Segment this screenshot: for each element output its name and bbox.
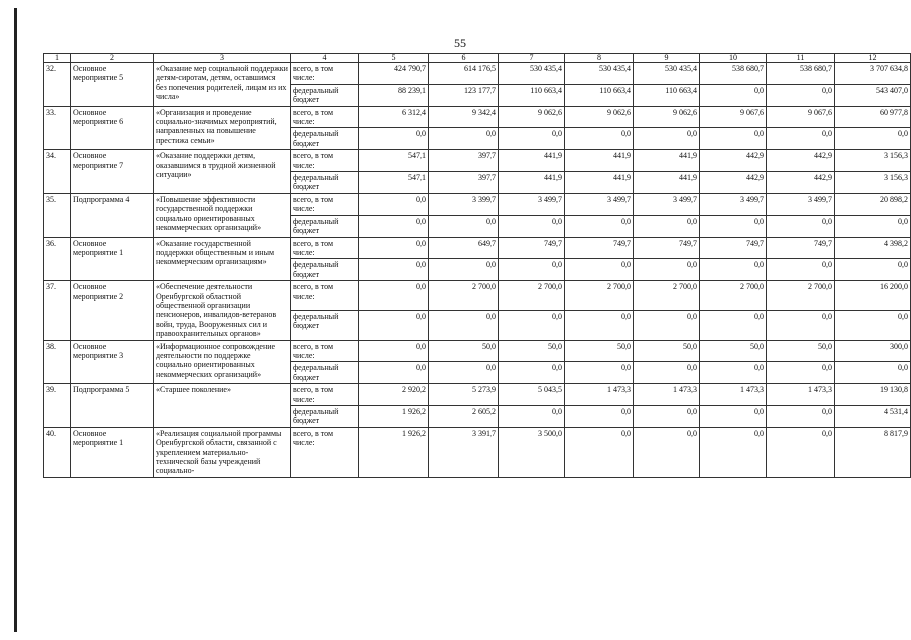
- funding-source-label: всего, в том числе:: [291, 150, 359, 172]
- amount-cell: 442,9: [700, 150, 767, 172]
- column-number: 2: [71, 54, 154, 63]
- column-number: 4: [291, 54, 359, 63]
- amount-cell: 538 680,7: [767, 63, 835, 85]
- amount-cell: 50,0: [700, 340, 767, 362]
- amount-cell: 0,0: [767, 128, 835, 150]
- amount-cell: 749,7: [767, 237, 835, 259]
- amount-cell: 1 473,3: [767, 384, 835, 406]
- amount-cell: 9 062,6: [499, 106, 565, 128]
- amount-cell: 614 176,5: [429, 63, 499, 85]
- funding-source-label: всего, в том числе:: [291, 281, 359, 311]
- funding-source-label: всего, в том числе:: [291, 340, 359, 362]
- amount-cell: 6 312,4: [359, 106, 429, 128]
- row-description: «Организация и проведение социально-значимых мероприятий, направленных на повышение престижа семьи»: [154, 106, 291, 150]
- amount-cell: 110 663,4: [565, 84, 634, 106]
- row-number: 36.: [44, 237, 71, 281]
- amount-cell: 60 977,8: [835, 106, 911, 128]
- amount-cell: 749,7: [565, 237, 634, 259]
- table-row: [44, 63, 911, 85]
- amount-cell: 0,0: [767, 406, 835, 428]
- row-description: «Старшее поколение»: [154, 384, 291, 428]
- amount-cell: 0,0: [565, 310, 634, 340]
- row-description: «Оказание поддержки детям, оказавшимся в трудной жизненной ситуации»: [154, 150, 291, 194]
- amount-cell: 50,0: [634, 340, 700, 362]
- amount-cell: 2 605,2: [429, 406, 499, 428]
- amount-cell: 0,0: [700, 310, 767, 340]
- row-program-name: Основное мероприятие 1: [71, 427, 154, 477]
- amount-cell: 0,0: [359, 310, 429, 340]
- row-program-name: Основное мероприятие 3: [71, 340, 154, 384]
- amount-cell: 538 680,7: [700, 63, 767, 85]
- amount-cell: 0,0: [767, 215, 835, 237]
- amount-cell: 0,0: [429, 310, 499, 340]
- amount-cell: 0,0: [767, 362, 835, 384]
- amount-cell: 0,0: [767, 84, 835, 106]
- amount-cell: 0,0: [565, 362, 634, 384]
- amount-cell: 9 342,4: [429, 106, 499, 128]
- amount-cell: 0,0: [767, 310, 835, 340]
- amount-cell: 441,9: [634, 172, 700, 194]
- amount-cell: 50,0: [429, 340, 499, 362]
- column-number: 12: [835, 54, 911, 63]
- amount-cell: 397,7: [429, 150, 499, 172]
- amount-cell: 0,0: [359, 128, 429, 150]
- amount-cell: 0,0: [429, 259, 499, 281]
- amount-cell: 300,0: [835, 340, 911, 362]
- amount-cell: 0,0: [565, 128, 634, 150]
- row-number: 35.: [44, 193, 71, 237]
- amount-cell: 0,0: [700, 427, 767, 477]
- amount-cell: 0,0: [700, 128, 767, 150]
- amount-cell: 3 499,7: [634, 193, 700, 215]
- amount-cell: 0,0: [359, 259, 429, 281]
- amount-cell: 530 435,4: [565, 63, 634, 85]
- amount-cell: 9 062,6: [634, 106, 700, 128]
- amount-cell: 4 398,2: [835, 237, 911, 259]
- scan-edge-bar: [14, 8, 17, 632]
- row-number: 32.: [44, 63, 71, 107]
- amount-cell: 0,0: [835, 362, 911, 384]
- amount-cell: 5 273,9: [429, 384, 499, 406]
- amount-cell: 3 499,7: [499, 193, 565, 215]
- amount-cell: 1 473,3: [700, 384, 767, 406]
- row-program-name: Основное мероприятие 5: [71, 63, 154, 107]
- table-row: [44, 106, 911, 128]
- amount-cell: 110 663,4: [634, 84, 700, 106]
- funding-source-label: федеральный бюджет: [291, 128, 359, 150]
- amount-cell: 442,9: [767, 172, 835, 194]
- funding-source-label: всего, в том числе:: [291, 63, 359, 85]
- amount-cell: 0,0: [565, 215, 634, 237]
- row-number: 38.: [44, 340, 71, 384]
- amount-cell: 3 499,7: [767, 193, 835, 215]
- amount-cell: 0,0: [700, 362, 767, 384]
- amount-cell: 441,9: [565, 150, 634, 172]
- row-program-name: Подпрограмма 5: [71, 384, 154, 428]
- amount-cell: 2 700,0: [499, 281, 565, 311]
- amount-cell: 8 817,9: [835, 427, 911, 477]
- funding-source-label: федеральный бюджет: [291, 362, 359, 384]
- amount-cell: 0,0: [634, 128, 700, 150]
- amount-cell: 0,0: [565, 406, 634, 428]
- amount-cell: 0,0: [359, 193, 429, 215]
- page-number: 55: [454, 36, 466, 50]
- amount-cell: 2 700,0: [767, 281, 835, 311]
- column-number: 7: [499, 54, 565, 63]
- amount-cell: 50,0: [499, 340, 565, 362]
- column-number: 3: [154, 54, 291, 63]
- amount-cell: 442,9: [700, 172, 767, 194]
- amount-cell: 0,0: [835, 310, 911, 340]
- amount-cell: 3 499,7: [700, 193, 767, 215]
- funding-source-label: федеральный бюджет: [291, 259, 359, 281]
- amount-cell: 0,0: [634, 310, 700, 340]
- amount-cell: 441,9: [499, 172, 565, 194]
- table-row: [44, 427, 911, 477]
- amount-cell: 0,0: [634, 215, 700, 237]
- budget-table-container: [43, 53, 908, 478]
- amount-cell: 2 700,0: [634, 281, 700, 311]
- amount-cell: 0,0: [499, 310, 565, 340]
- amount-cell: 0,0: [634, 427, 700, 477]
- amount-cell: 3 156,3: [835, 150, 911, 172]
- amount-cell: 0,0: [359, 362, 429, 384]
- funding-source-label: федеральный бюджет: [291, 310, 359, 340]
- amount-cell: 0,0: [700, 84, 767, 106]
- amount-cell: 530 435,4: [499, 63, 565, 85]
- amount-cell: 2 700,0: [565, 281, 634, 311]
- amount-cell: 0,0: [565, 259, 634, 281]
- amount-cell: 0,0: [700, 215, 767, 237]
- amount-cell: 3 399,7: [429, 193, 499, 215]
- funding-source-label: федеральный бюджет: [291, 172, 359, 194]
- funding-source-label: всего, в том числе:: [291, 384, 359, 406]
- funding-source-label: всего, в том числе:: [291, 193, 359, 215]
- amount-cell: 1 926,2: [359, 406, 429, 428]
- table-row: [44, 237, 911, 259]
- amount-cell: 530 435,4: [634, 63, 700, 85]
- column-number: 5: [359, 54, 429, 63]
- amount-cell: 50,0: [565, 340, 634, 362]
- table-row: [44, 384, 911, 406]
- amount-cell: 88 239,1: [359, 84, 429, 106]
- amount-cell: 442,9: [767, 150, 835, 172]
- funding-source-label: всего, в том числе:: [291, 237, 359, 259]
- amount-cell: 0,0: [700, 406, 767, 428]
- amount-cell: 0,0: [767, 259, 835, 281]
- amount-cell: 749,7: [700, 237, 767, 259]
- row-description: «Информационное сопровождение деятельности по поддержке социально ориентированных некоммерческих организаций»: [154, 340, 291, 384]
- row-description: «Оказание мер социальной поддержки детям-сиротам, детям, оставшимся без попечения родителей, лицам из их числа»: [154, 63, 291, 107]
- amount-cell: 649,7: [429, 237, 499, 259]
- amount-cell: 0,0: [359, 237, 429, 259]
- amount-cell: 2 700,0: [429, 281, 499, 311]
- funding-source-label: федеральный бюджет: [291, 215, 359, 237]
- funding-source-label: федеральный бюджет: [291, 84, 359, 106]
- amount-cell: 0,0: [499, 215, 565, 237]
- amount-cell: 543 407,0: [835, 84, 911, 106]
- amount-cell: 3 500,0: [499, 427, 565, 477]
- amount-cell: 50,0: [767, 340, 835, 362]
- amount-cell: 3 499,7: [565, 193, 634, 215]
- amount-cell: 547,1: [359, 150, 429, 172]
- amount-cell: 397,7: [429, 172, 499, 194]
- amount-cell: 19 130,8: [835, 384, 911, 406]
- column-number-header: [44, 54, 911, 63]
- amount-cell: 441,9: [565, 172, 634, 194]
- amount-cell: 0,0: [359, 215, 429, 237]
- amount-cell: 3 707 634,8: [835, 63, 911, 85]
- amount-cell: 9 062,6: [565, 106, 634, 128]
- table-row: [44, 281, 911, 311]
- row-description: «Оказание государственной поддержки общественным и иным некоммерческим организациям»: [154, 237, 291, 281]
- amount-cell: 9 067,6: [700, 106, 767, 128]
- amount-cell: 0,0: [835, 259, 911, 281]
- amount-cell: 0,0: [499, 362, 565, 384]
- amount-cell: 0,0: [499, 406, 565, 428]
- column-number: 9: [634, 54, 700, 63]
- amount-cell: 2 700,0: [700, 281, 767, 311]
- row-number: 40.: [44, 427, 71, 477]
- amount-cell: 0,0: [429, 128, 499, 150]
- row-program-name: Основное мероприятие 6: [71, 106, 154, 150]
- column-number: 6: [429, 54, 499, 63]
- amount-cell: 0,0: [429, 362, 499, 384]
- row-description: «Обеспечение деятельности Оренбургской областной общественной организации пенсионеров, инвалидов-ветеранов войн, труда, Вооруженных сил и правоохранительных органов»: [154, 281, 291, 340]
- amount-cell: 0,0: [499, 259, 565, 281]
- amount-cell: 1 473,3: [634, 384, 700, 406]
- row-program-name: Основное мероприятие 2: [71, 281, 154, 340]
- column-number: 10: [700, 54, 767, 63]
- row-description: «Реализация социальной программы Оренбургской области, связанной с укреплением материально-технической базы учреждений социально-: [154, 427, 291, 477]
- amount-cell: 9 067,6: [767, 106, 835, 128]
- amount-cell: 0,0: [634, 259, 700, 281]
- amount-cell: 547,1: [359, 172, 429, 194]
- amount-cell: 0,0: [565, 427, 634, 477]
- amount-cell: 0,0: [835, 128, 911, 150]
- budget-table: [43, 53, 911, 478]
- amount-cell: 0,0: [359, 281, 429, 311]
- row-number: 33.: [44, 106, 71, 150]
- amount-cell: 0,0: [835, 215, 911, 237]
- row-number: 39.: [44, 384, 71, 428]
- amount-cell: 1 926,2: [359, 427, 429, 477]
- amount-cell: 2 920,2: [359, 384, 429, 406]
- table-row: [44, 340, 911, 362]
- amount-cell: 749,7: [499, 237, 565, 259]
- amount-cell: 441,9: [499, 150, 565, 172]
- funding-source-label: федеральный бюджет: [291, 406, 359, 428]
- amount-cell: 1 473,3: [565, 384, 634, 406]
- amount-cell: 0,0: [359, 340, 429, 362]
- amount-cell: 3 391,7: [429, 427, 499, 477]
- table-row: [44, 193, 911, 215]
- amount-cell: 0,0: [700, 259, 767, 281]
- row-program-name: Подпрограмма 4: [71, 193, 154, 237]
- row-number: 34.: [44, 150, 71, 194]
- table-row: [44, 150, 911, 172]
- amount-cell: 20 898,2: [835, 193, 911, 215]
- amount-cell: 441,9: [634, 150, 700, 172]
- amount-cell: 0,0: [499, 128, 565, 150]
- row-program-name: Основное мероприятие 1: [71, 237, 154, 281]
- amount-cell: 5 043,5: [499, 384, 565, 406]
- amount-cell: 3 156,3: [835, 172, 911, 194]
- column-number: 11: [767, 54, 835, 63]
- column-number: 1: [44, 54, 71, 63]
- column-number: 8: [565, 54, 634, 63]
- amount-cell: 16 200,0: [835, 281, 911, 311]
- amount-cell: 4 531,4: [835, 406, 911, 428]
- row-description: «Повышение эффективности государственной поддержки социально ориентированных некоммерческих организаций»: [154, 193, 291, 237]
- amount-cell: 0,0: [634, 362, 700, 384]
- funding-source-label: всего, в том числе:: [291, 106, 359, 128]
- row-number: 37.: [44, 281, 71, 340]
- row-program-name: Основное мероприятие 7: [71, 150, 154, 194]
- funding-source-label: всего, в том числе:: [291, 427, 359, 477]
- amount-cell: 0,0: [634, 406, 700, 428]
- amount-cell: 123 177,7: [429, 84, 499, 106]
- amount-cell: 110 663,4: [499, 84, 565, 106]
- amount-cell: 424 790,7: [359, 63, 429, 85]
- amount-cell: 749,7: [634, 237, 700, 259]
- amount-cell: 0,0: [429, 215, 499, 237]
- amount-cell: 0,0: [767, 427, 835, 477]
